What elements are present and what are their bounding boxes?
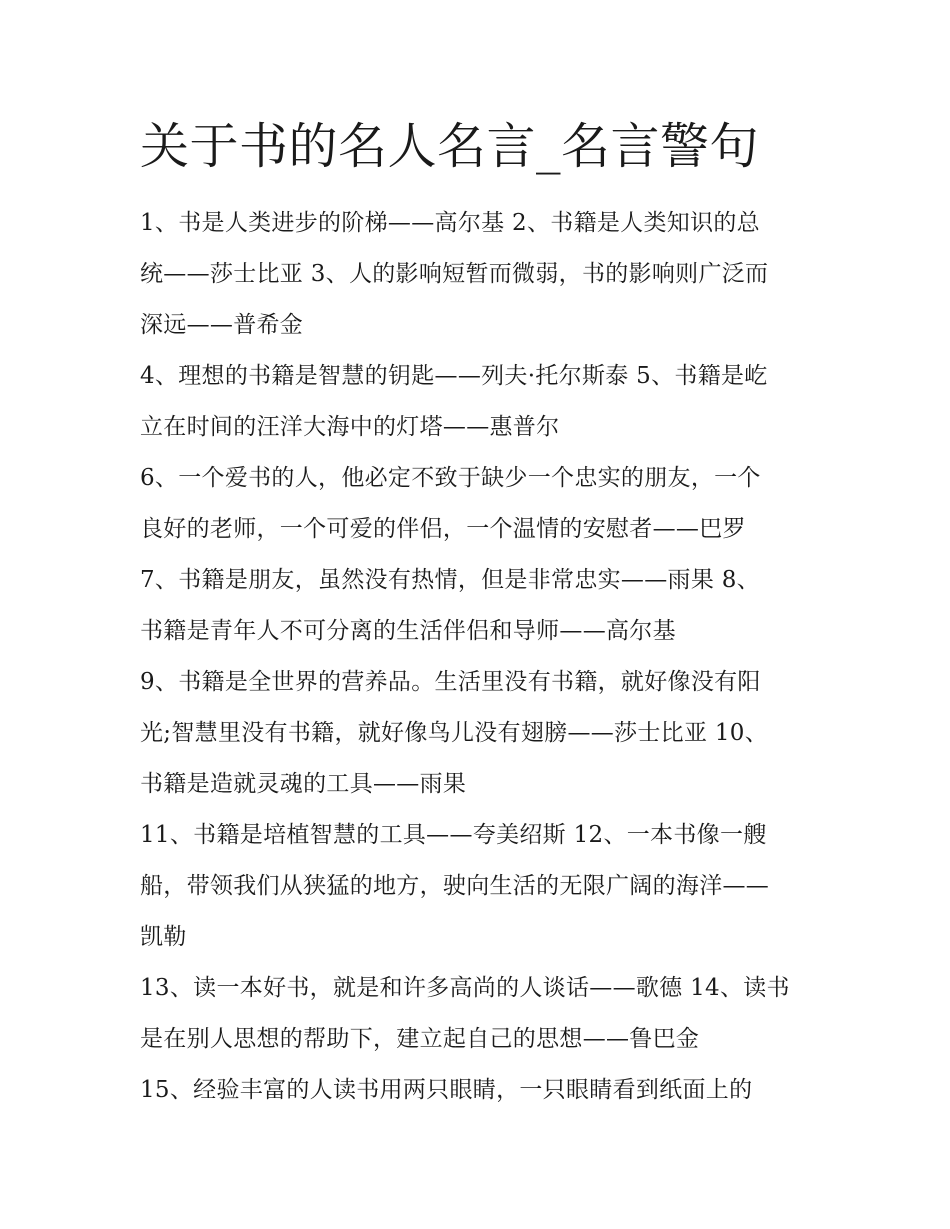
text-line: 深远——普希金: [140, 312, 304, 338]
text-line: 船，带领我们从狭猛的地方，驶向生活的无限广阔的海洋——: [140, 873, 770, 899]
page-title: 关于书的名人名言_名言警句: [140, 118, 760, 175]
text-line: 9、书籍是全世界的营养品。生活里没有书籍，就好像没有阳: [140, 669, 761, 695]
document-body: [140, 198, 820, 1116]
text-line: 11、书籍是培植智慧的工具——夸美绍斯 12、一本书像一艘: [140, 822, 767, 848]
text-line: 良好的老师，一个可爱的伴侣，一个温情的安慰者——巴罗: [140, 516, 746, 542]
text-line: 立在时间的汪洋大海中的灯塔——惠普尔: [140, 414, 560, 440]
text-line: 是在别人思想的帮助下，建立起自己的思想——鲁巴金: [140, 1026, 700, 1052]
text-line: 凯勒: [140, 924, 187, 950]
text-line: 统——莎士比亚 3、人的影响短暂而微弱，书的影响则广泛而: [140, 261, 769, 287]
text-line: 6、一个爱书的人，他必定不致于缺少一个忠实的朋友，一个: [140, 465, 761, 491]
text-line: 4、理想的书籍是智慧的钥匙——列夫·托尔斯泰 5、书籍是屹: [140, 363, 768, 389]
text-line: 书籍是青年人不可分离的生活伴侣和导师——高尔基: [140, 618, 676, 644]
text-line: 7、书籍是朋友，虽然没有热情，但是非常忠实——雨果 8、: [140, 567, 760, 593]
text-line: 15、经验丰富的人读书用两只眼睛，一只眼睛看到纸面上的: [140, 1077, 753, 1103]
text-line: 13、读一本好书，就是和许多高尚的人谈话——歌德 14、读书: [140, 975, 790, 1001]
text-line: 光;智慧里没有书籍，就好像鸟儿没有翅膀——莎士比亚 10、: [140, 720, 769, 746]
text-line: 1、书是人类进步的阶梯——高尔基 2、书籍是人类知识的总: [140, 210, 760, 236]
text-line: 书籍是造就灵魂的工具——雨果: [140, 771, 467, 797]
